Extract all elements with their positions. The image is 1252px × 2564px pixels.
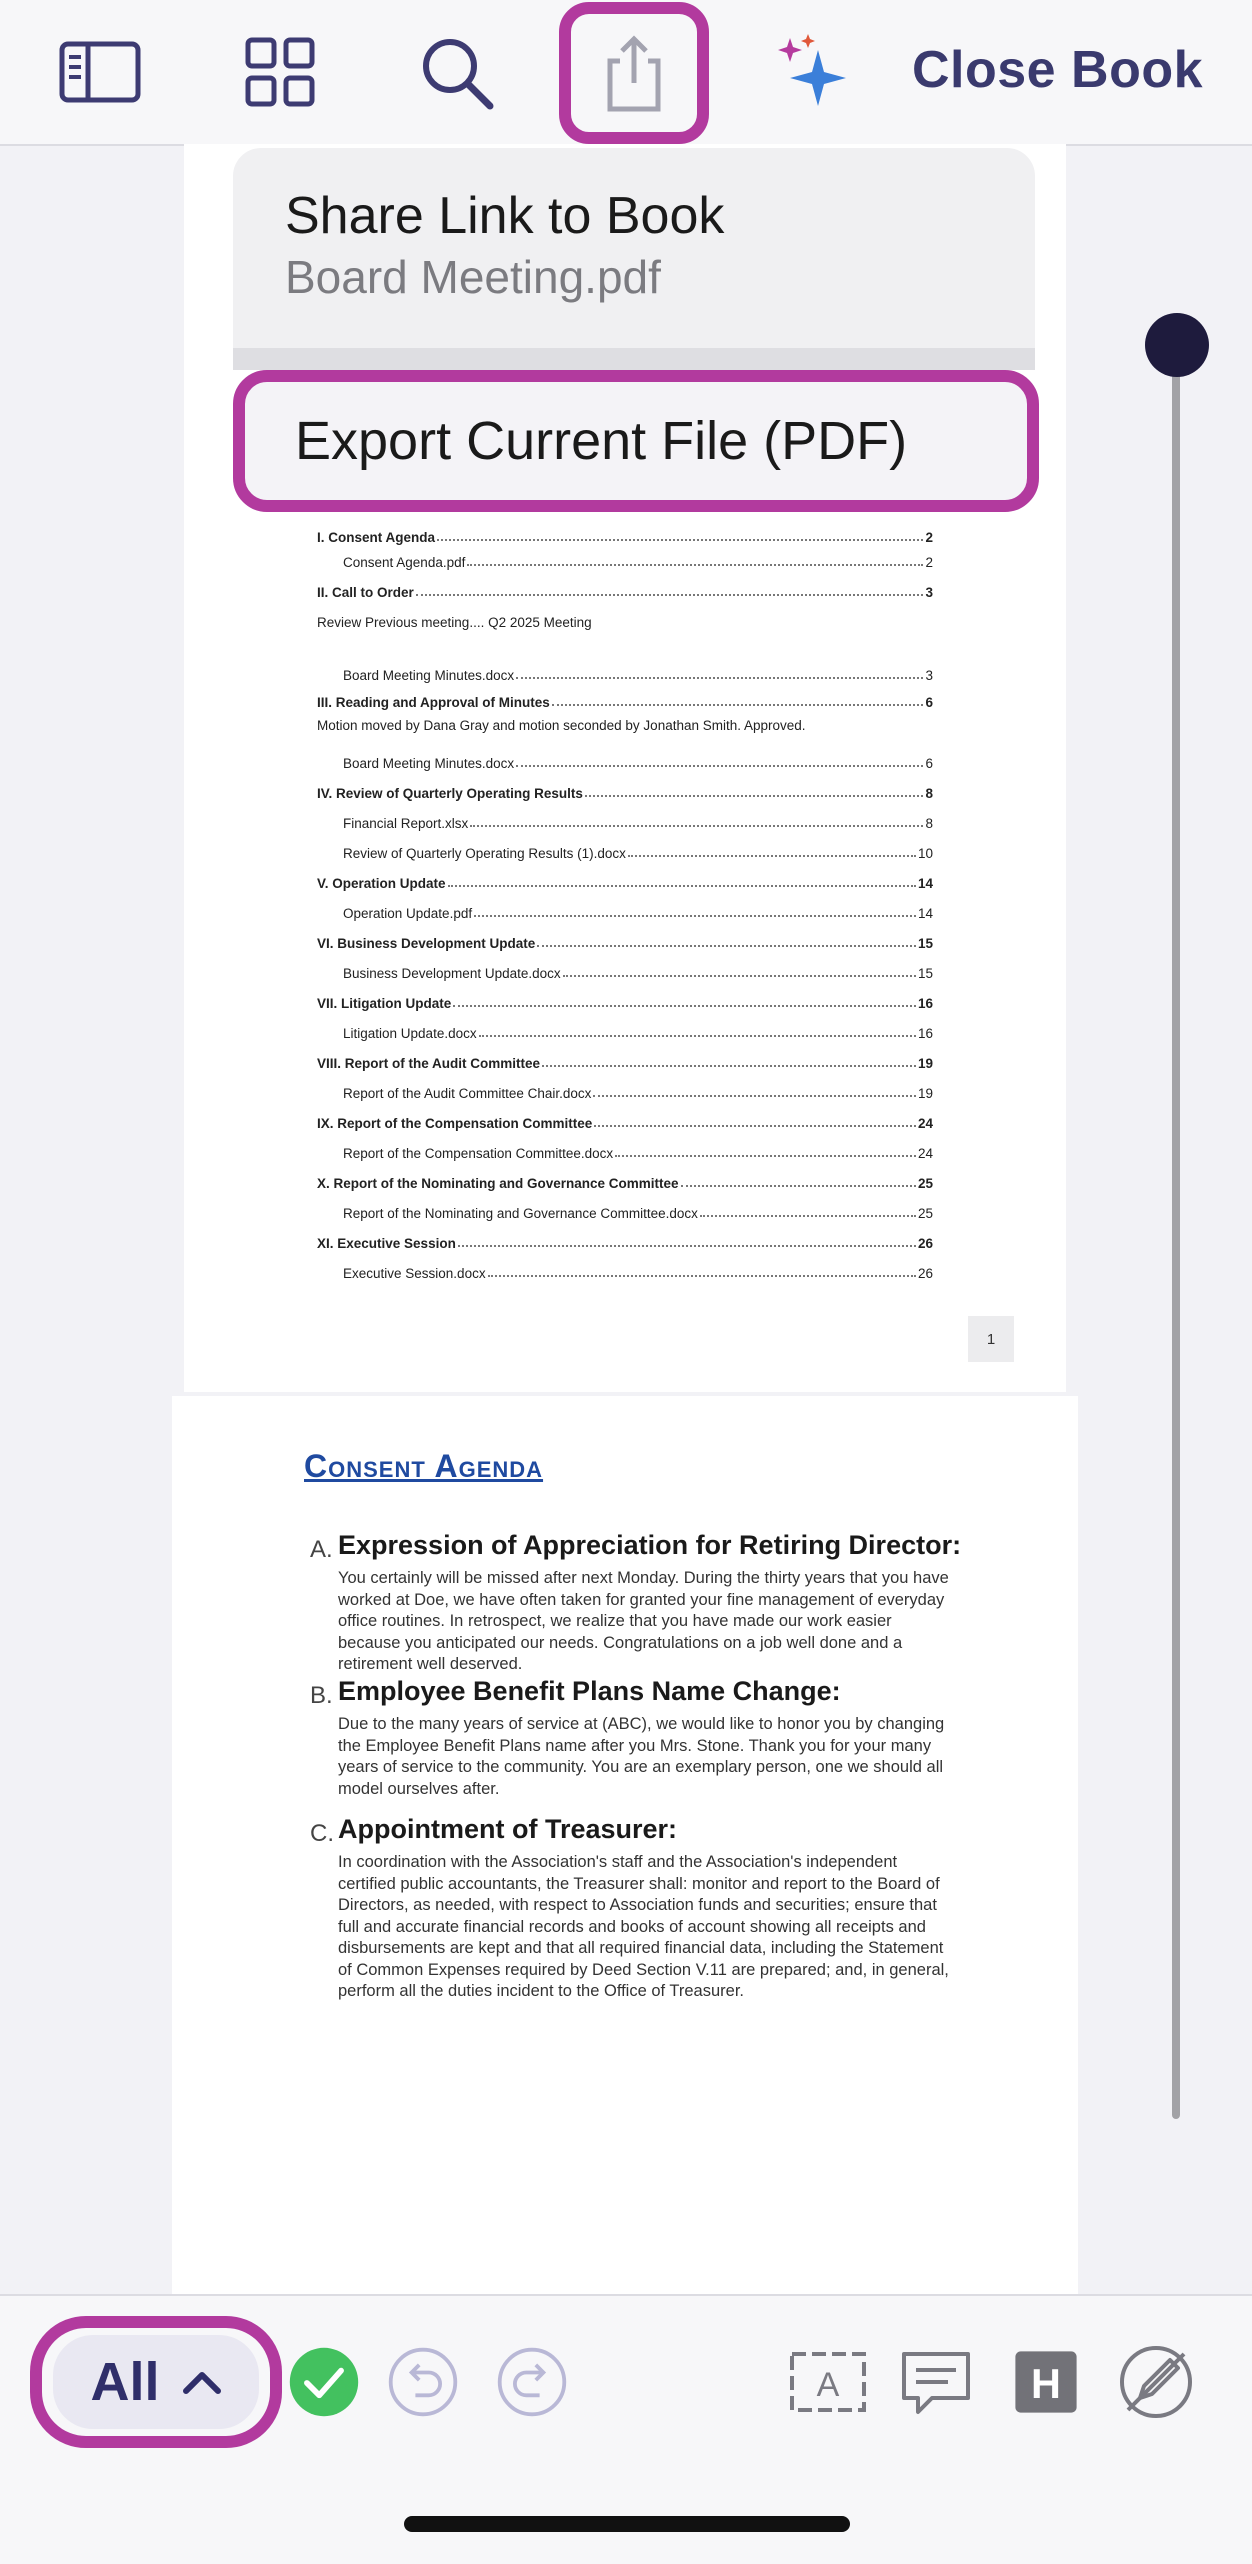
agenda-item-letter: A.: [310, 1536, 333, 1563]
toc-entry-page: 15: [917, 966, 933, 981]
toc-entry-page: 3: [925, 585, 933, 600]
toc-entry-label: Report of the Audit Committee Chair.docx: [343, 1086, 592, 1101]
toc-entry-page: 14: [917, 906, 933, 921]
scrollbar-thumb[interactable]: [1145, 313, 1209, 377]
toc-entry-page: 8: [925, 786, 933, 801]
share-button[interactable]: [559, 2, 709, 144]
toc-leader-dots: [448, 885, 916, 887]
toc-entry-page: 26: [917, 1236, 933, 1251]
toc-entry-page: 8: [925, 816, 933, 831]
toc-entry-label: V. Operation Update: [317, 876, 446, 891]
toc-leader-dots: [615, 1155, 916, 1157]
toc-entry-label: Operation Update.pdf: [343, 906, 473, 921]
share-icon: [592, 31, 676, 115]
toc-entry[interactable]: [317, 1206, 933, 1221]
highlight-icon[interactable]: [1006, 2342, 1086, 2422]
toc-entry-label: II. Call to Order: [317, 585, 414, 600]
toc-leader-dots: [681, 1185, 916, 1187]
share-menu: [233, 148, 1035, 520]
toc-entry-label: Financial Report.xlsx: [343, 816, 469, 831]
toc-entry-label: Report of the Compensation Committee.docx: [343, 1146, 614, 1161]
toc-entry-label: IV. Review of Quarterly Operating Results: [317, 786, 583, 801]
toc-entry-page: 15: [917, 936, 933, 951]
toc-entry-page: 2: [925, 555, 933, 570]
toc-entry-page: 25: [917, 1206, 933, 1221]
toc-entry[interactable]: [317, 846, 933, 861]
toc-leader-dots: [594, 1125, 916, 1127]
home-indicator: [404, 2516, 850, 2532]
toc-entry[interactable]: [317, 786, 933, 801]
toc-entry-page: 6: [925, 756, 933, 771]
toc-entry-label: I. Consent Agenda: [317, 530, 436, 545]
toc-entry-page: 2: [925, 530, 933, 545]
toc-entry[interactable]: [317, 816, 933, 831]
share-file-name: Board Meeting.pdf: [285, 251, 661, 303]
toc-note: Motion moved by Dana Gray and motion seconded by Jonathan Smith. Approved.: [317, 718, 806, 733]
pen-off-icon[interactable]: [1116, 2342, 1196, 2422]
agenda-item-letter: C.: [310, 1820, 334, 1847]
toc-entry[interactable]: [317, 1116, 933, 1131]
agenda-item-body: Due to the many years of service at (ABC), we would like to honor you by changing the Employee Benefit Plans name after you Mrs. Stone. Thank you for your many years of service to the community. You are an exemplary person, one we should all model ourselves after.: [338, 1715, 945, 1798]
toc-entry[interactable]: [317, 1176, 933, 1191]
share-link-label: Share Link to Book: [285, 187, 725, 245]
filter-all-button[interactable]: [30, 2316, 282, 2448]
toc-entry[interactable]: [317, 936, 933, 951]
page-number: 1: [968, 1316, 1014, 1362]
undo-icon[interactable]: [383, 2342, 463, 2422]
agenda-item-title: Appointment of Treasurer:: [338, 1814, 678, 1844]
toc-entry[interactable]: [317, 668, 933, 683]
close-book-button[interactable]: Close Book: [912, 41, 1204, 99]
toc-entry[interactable]: [317, 876, 933, 891]
toc-leader-dots: [628, 855, 916, 857]
chevron-up-icon: [182, 2367, 222, 2397]
toc-entry-label: VI. Business Development Update: [317, 936, 536, 951]
toc-entry[interactable]: [317, 585, 933, 600]
redo-icon[interactable]: [492, 2342, 572, 2422]
toc-entry[interactable]: [317, 1146, 933, 1161]
toc-leader-dots: [467, 564, 923, 566]
share-link-item[interactable]: [233, 148, 1035, 348]
toc-entry-page: 16: [917, 996, 933, 1011]
toc-leader-dots: [453, 1005, 916, 1007]
toc-entry[interactable]: [317, 756, 933, 771]
toc-entry[interactable]: [317, 1086, 933, 1101]
toc-leader-dots: [537, 945, 916, 947]
toc-entry[interactable]: [317, 1026, 933, 1041]
toc-entry[interactable]: [317, 906, 933, 921]
toc-entry-page: 10: [917, 846, 933, 861]
toc-entry-label: VII. Litigation Update: [317, 996, 452, 1011]
toc-leader-dots: [479, 1035, 916, 1037]
toc-entry-label: X. Report of the Nominating and Governance Committee: [317, 1176, 679, 1191]
toc-entry-label: Board Meeting Minutes.docx: [343, 668, 515, 683]
toc-entry-label: Business Development Update.docx: [343, 966, 561, 981]
toc-entry-label: Litigation Update.docx: [343, 1026, 477, 1041]
comment-icon[interactable]: [896, 2342, 976, 2422]
toc-leader-dots: [488, 1275, 916, 1277]
toc-entry-label: VIII. Report of the Audit Committee: [317, 1056, 541, 1071]
grid-icon[interactable]: [238, 30, 322, 114]
toc-entry-label: Consent Agenda.pdf: [343, 555, 466, 570]
toc-entry-label: III. Reading and Approval of Minutes: [317, 695, 550, 710]
sidebar-icon[interactable]: [58, 30, 142, 114]
toc-leader-dots: [474, 915, 916, 917]
toc-leader-dots: [470, 825, 923, 827]
toc-entry[interactable]: [317, 1056, 933, 1071]
toc-entry-page: 24: [917, 1146, 933, 1161]
agenda-item-letter: B.: [310, 1682, 333, 1709]
filter-label: All: [90, 2352, 160, 2412]
toc-entry-label: Executive Session.docx: [343, 1266, 486, 1281]
consent-agenda-heading: Consent Agenda: [304, 1448, 544, 1484]
toc-entry-label: Board Meeting Minutes.docx: [343, 756, 515, 771]
agenda-item-body: In coordination with the Association's staff and the Association's independent certified public accountants, the Treasurer shall: monitor and report to the Board of Directors, as needed, with respect to Association funds and securities; ensure that full and accurate financial records and books of account showing all receipts and disbursements are kept and that all required financial data, including the Statement of Common Expenses required by Deed Section V.11 are prepared; and, in general, perform all the duties incident to the Office of Treasurer.: [338, 1853, 949, 2000]
checkmark-icon[interactable]: [284, 2342, 364, 2422]
toc-entry-page: 3: [925, 668, 933, 683]
toc-entry-page: 16: [917, 1026, 933, 1041]
toc-entry[interactable]: [317, 996, 933, 1011]
sparkle-icon[interactable]: [772, 30, 856, 114]
toc-entry-label: IX. Report of the Compensation Committee: [317, 1116, 593, 1131]
search-icon[interactable]: [414, 30, 498, 114]
svg-text:H: H: [1031, 2361, 1061, 2408]
agenda-item-body: You certainly will be missed after next Monday. During the thirty years that you have worked at Doe, we have often taken for granted your fine management of everyday office routines. In retrospect, we realize that you have made our work easier because you anticipated our needs. Congratulations on a job well done and a retirement well deserved.: [338, 1569, 949, 1673]
toc-entry[interactable]: [317, 1266, 933, 1281]
toc-entry[interactable]: [317, 695, 933, 710]
toc-entry-page: 25: [917, 1176, 933, 1191]
toc-leader-dots: [437, 539, 923, 541]
svg-text:A: A: [816, 2366, 840, 2404]
toc-entry[interactable]: [317, 530, 933, 545]
agenda-item-title: Expression of Appreciation for Retiring Director:: [338, 1530, 962, 1560]
toc-entry[interactable]: [317, 1236, 933, 1251]
agenda-item-title: Employee Benefit Plans Name Change:: [338, 1676, 841, 1706]
toc-entry-page: 19: [917, 1056, 933, 1071]
toc-entry-page: 14: [917, 876, 933, 891]
toc-entry[interactable]: [317, 555, 933, 570]
toc-leader-dots: [585, 795, 924, 797]
toc-entry-page: 19: [917, 1086, 933, 1101]
toc-entry-label: Report of the Nominating and Governance Committee.docx: [343, 1206, 698, 1221]
toc-entry[interactable]: [317, 966, 933, 981]
text-box-icon[interactable]: [788, 2342, 868, 2422]
toc-leader-dots: [516, 765, 923, 767]
toc-leader-dots: [458, 1245, 916, 1247]
toc-leader-dots: [700, 1215, 916, 1217]
export-pdf-button[interactable]: Export Current File (PDF): [233, 370, 1039, 512]
toc-leader-dots: [563, 975, 916, 977]
toc-leader-dots: [552, 704, 924, 706]
toc-leader-dots: [416, 594, 924, 596]
scrollbar-track[interactable]: [1172, 344, 1180, 2119]
toc-entry-page: 6: [925, 695, 933, 710]
toc-note: Review Previous meeting.... Q2 2025 Meeting: [317, 615, 592, 630]
toc-entry-label: XI. Executive Session: [317, 1236, 456, 1251]
toc-leader-dots: [542, 1065, 916, 1067]
toc-leader-dots: [516, 677, 923, 679]
toc-entry-page: 24: [917, 1116, 933, 1131]
menu-divider: [233, 348, 1035, 370]
toc-entry-page: 26: [917, 1266, 933, 1281]
toc-leader-dots: [593, 1095, 916, 1097]
toc-entry-label: Review of Quarterly Operating Results (1).docx: [343, 846, 626, 861]
